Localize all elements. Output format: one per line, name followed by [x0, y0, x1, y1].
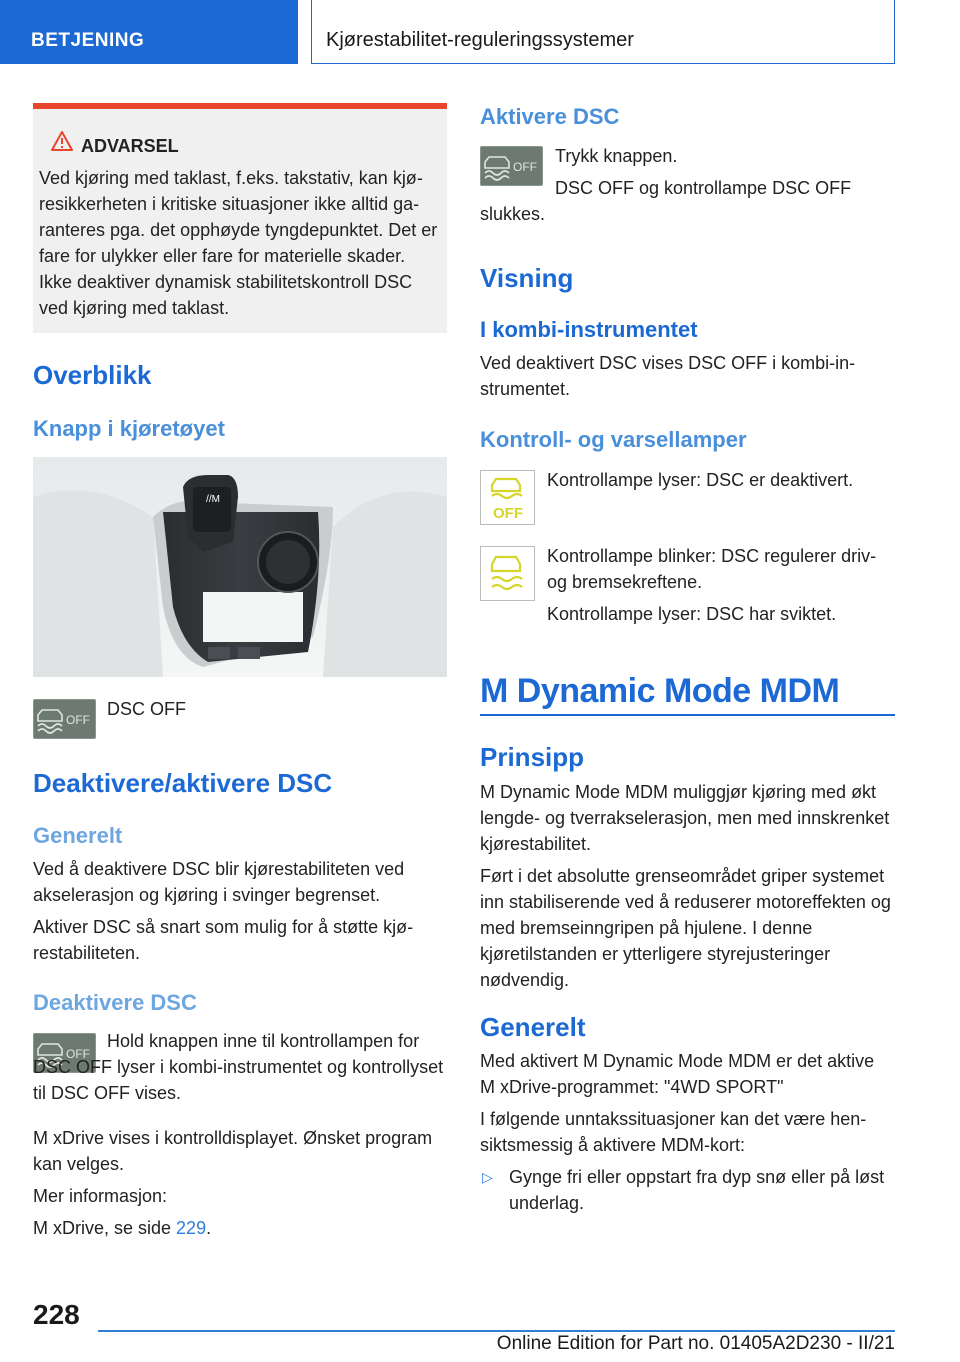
heading-visning: Visning: [480, 263, 574, 293]
heading-overblikk: Overblikk: [33, 360, 152, 390]
lamp2-text1: Kontrollampe blinker: DSC regulerer driv- og bremsekreftene.: [547, 546, 877, 592]
dsc-off-icon: [36, 702, 94, 736]
prinsipp-p1: M Dynamic Mode MDM muliggjør kjøring med økt lengde- og tverrakselerasjon, men med innskrenket kjørestabilitet.: [480, 782, 890, 854]
deaktivere-text: Hold knappen inne til kontrollampen for DSC OFF lyser i kombi-instrumentet og kontrollyset til DSC OFF vises.: [33, 1031, 444, 1103]
list-item: [480, 1164, 894, 1216]
heading-deaktivere-dsc: Deaktivere DSC: [33, 990, 197, 1015]
prinsipp-p2: Ført i det absolutte grenseområdet griper systemet inn stabiliserende ved å reduserer motoreffekten og med bremseinngripen på hjulene. I denne kjøretilstanden er ytterligere styrejusteringer nødvendig.: [480, 866, 891, 990]
page-number: 228: [33, 1299, 80, 1330]
heading-knapp: Knapp i kjøretøyet: [33, 416, 225, 441]
visning-text: Ved deaktivert DSC vises DSC OFF i kombi-instrumentet.: [480, 353, 856, 399]
lamp1-text: Kontrollampe lyser: DSC er deaktivert.: [547, 470, 854, 490]
dsc-off-button-icon: [33, 699, 96, 739]
mdm-rule: [480, 714, 895, 716]
generelt-text-left: [33, 856, 447, 972]
heading-kombi: I kombi-instrumentet: [480, 317, 698, 342]
generelt-text-right: [480, 1048, 894, 1216]
gear-console-image: [33, 457, 447, 677]
heading-prinsipp: Prinsipp: [480, 742, 585, 772]
heading-generelt-left: Generelt: [33, 823, 123, 848]
reference-end: .: [206, 1218, 212, 1238]
mdm-general-p2: I følgende unntakssituasjoner kan det være hensiktsmessig å aktivere MDM-kort:: [480, 1109, 867, 1155]
dsc-off-label: DSC OFF: [107, 699, 186, 719]
warning-text: Ved kjøring med taklast, f.eks. takstativ, kan kjøresikkerheten i kritiske situasjoner ikke alltid garanteres pga. det opphøyde tyngdepunktet. Det er fare for ulykker eller fare for materielle skader. Ikke deaktiver dynamisk stabilitetskontroll DSC ved kjøring med taklast.: [39, 168, 438, 318]
reference-line: [33, 1215, 447, 1241]
warning-title-text: ADVARSEL: [81, 136, 179, 156]
chapter-title: Kjørestabilitet-reguleringssystemer: [311, 0, 895, 64]
warning-box: [33, 103, 447, 333]
heading-aktivere-dsc: Aktivere DSC: [480, 104, 620, 129]
lamp2-text2: Kontrollampe lyser: DSC har sviktet.: [547, 604, 837, 624]
warning-title: [39, 133, 439, 159]
mxdrive-text: M xDrive vises i kontrolldisplayet. Ønsket program kan velges.: [33, 1128, 433, 1174]
prinsipp-text: [480, 779, 894, 999]
more-info-label: Mer informasjon:: [33, 1186, 168, 1206]
dsc-off-lamp-icon: [483, 473, 533, 523]
svg-text:OFF: OFF: [512, 160, 537, 174]
aktivere-p2: DSC OFF og kontrollampe DSC OFF slukkes.: [480, 178, 852, 224]
triangle-right-icon: ▷: [482, 1169, 493, 1185]
aktivere-p1: Trykk knappen.: [555, 146, 678, 166]
svg-text://M: //M: [206, 494, 220, 505]
deaktivere-more: [33, 1125, 447, 1247]
footer-rule: [98, 1330, 895, 1332]
console-photo: [33, 457, 447, 677]
dsc-lamp-icon: [483, 549, 533, 599]
heading-kontroll-varsellamper: Kontroll- og varsellamper: [480, 427, 747, 452]
mdm-general-p1: Med aktivert M Dynamic Mode MDM er det aktive M xDrive-programmet: "4WD SPORT": [480, 1051, 875, 1097]
bullet1-text: Gynge fri eller oppstart fra dyp snø eller på løst underlag.: [509, 1167, 885, 1213]
reference-text: M xDrive, se side: [33, 1218, 177, 1238]
lamp2-text: [547, 543, 895, 633]
dsc-lamp: [480, 546, 535, 601]
generelt-p2: Aktiver DSC så snart som mulig for å støtte kjørestabiliteten.: [33, 917, 414, 963]
svg-text:OFF: OFF: [65, 713, 90, 727]
heading-generelt-right: Generelt: [480, 1012, 586, 1042]
heading-deaktivere-aktivere: Deaktivere/aktivere DSC: [33, 768, 333, 798]
svg-text:OFF: OFF: [492, 504, 523, 522]
page-link[interactable]: 229: [176, 1218, 207, 1238]
generelt-p1: Ved å deaktivere DSC blir kjørestabiliteten ved akselerasjon og kjøring i svinger begrenset.: [33, 859, 405, 905]
svg-text:OFF: OFF: [65, 1047, 90, 1061]
section-tab: BETJENING: [0, 0, 298, 64]
dsc-off-lamp: [480, 470, 535, 525]
heading-mdm: M Dynamic Mode MDM: [480, 672, 840, 710]
footer-edition: Online Edition for Part no. 01405A2D230 - II/21: [496, 1333, 895, 1354]
warning-triangle-icon: [51, 131, 73, 151]
